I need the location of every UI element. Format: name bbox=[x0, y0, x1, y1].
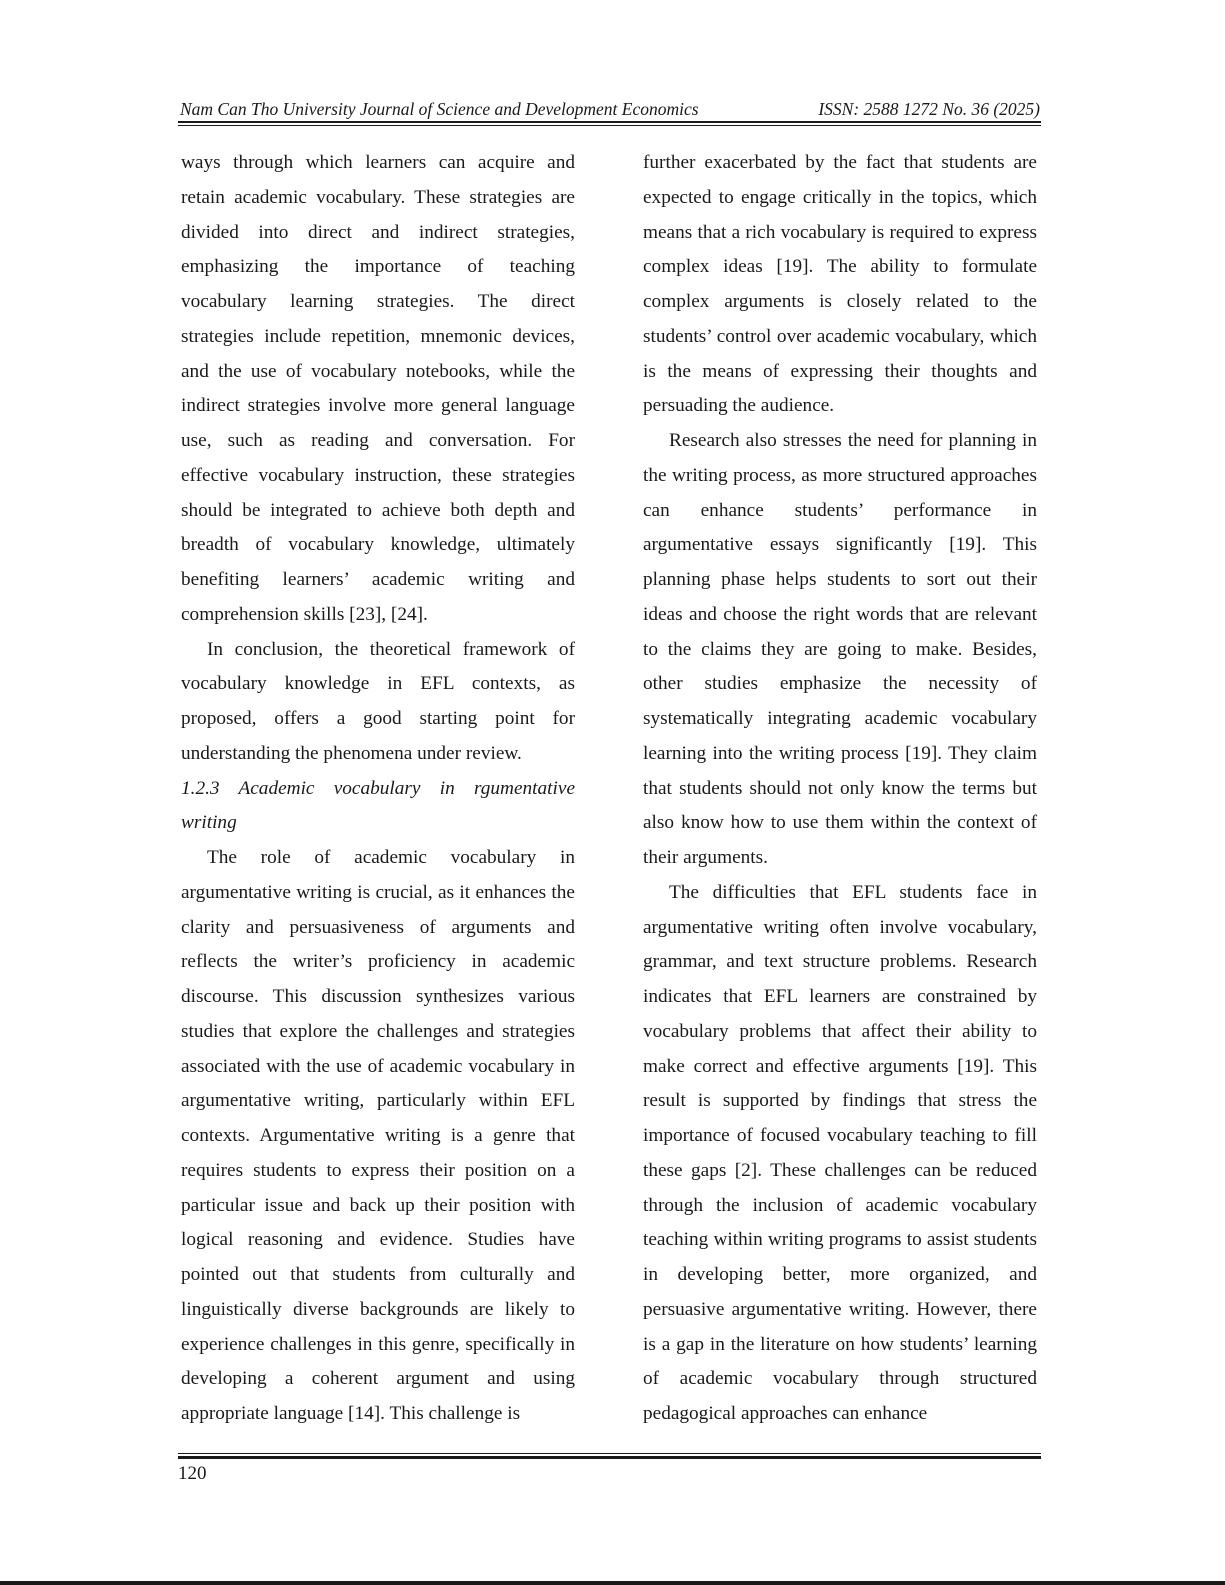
paragraph: In conclusion, the theoretical framework of vocabulary knowledge in EFL contexts, as proposed, offers a good starting point for understanding the phenomena under review. bbox=[181, 638, 575, 764]
running-header bbox=[180, 98, 1040, 122]
paragraph: Research also stresses the need for planning in the writing process, as more structured approaches can enhance students’ performance in argumentative essays significantly [19]. This planning phase helps students to sort out their ideas and choose the right words that are relevant to the claims they are going to make. Besides, other studies emphasize the necessity of systematically integrating academic vocabulary learning into the writing process [19]. They claim that students should not only know the terms but also know how to use them within the context of their arguments. bbox=[643, 430, 1037, 868]
header-rule-thick bbox=[178, 121, 1041, 123]
issn-issue: ISSN: 2588 1272 No. 36 (2025) bbox=[818, 99, 1040, 119]
paragraph: further exacerbated by the fact that students are expected to engage critically in the topics, which means that a rich vocabulary is required to express complex ideas [19]. The ability to formulate complex arguments is closely related to the students’ control over academic vocabulary, which is the means of expressing their thoughts and persuading the audience. bbox=[643, 152, 1037, 417]
section-subheading: 1.2.3 Academic vocabulary in rgumentative writing bbox=[181, 777, 575, 834]
right-column bbox=[643, 146, 1037, 1432]
page-number: 120 bbox=[178, 1463, 207, 1484]
paragraph: The role of academic vocabulary in argumentative writing is crucial, as it enhances the clarity and persuasiveness of arguments and reflects the writer’s proficiency in academic discourse. This discussion synthesizes various studies that explore the challenges and strategies associated with the use of academic vocabulary in argumentative writing, particularly within EFL contexts. Argumentative writing is a genre that requires students to express their position on a particular issue and back up their position with logical reasoning and evidence. Studies have pointed out that students from culturally and linguistically diverse backgrounds are likely to experience challenges in this genre, specifically in developing a coherent argument and using appropriate language [14]. This challenge is bbox=[181, 847, 575, 1424]
paragraph: ways through which learners can acquire and retain academic vocabulary. These strategies are divided into direct and indirect strategies, emphasizing the importance of teaching vocabulary learning strategies. The direct strategies include repetition, mnemonic devices, and the use of vocabulary notebooks, while the indirect strategies involve more general language use, such as reading and conversation. For effective vocabulary instruction, these strategies should be integrated to achieve both depth and breadth of vocabulary knowledge, ultimately benefiting learners’ academic writing and comprehension skills [23], [24]. bbox=[181, 152, 575, 625]
left-column bbox=[181, 146, 575, 1432]
footer-rule-thick bbox=[178, 1456, 1041, 1459]
footer-rule-thin bbox=[178, 1453, 1041, 1454]
header-rule-thin bbox=[178, 125, 1041, 126]
journal-title: Nam Can Tho University Journal of Science and Development Economics bbox=[180, 99, 699, 119]
paragraph: The difficulties that EFL students face in argumentative writing often involve vocabulary, grammar, and text structure problems. Research indicates that EFL learners are constrained by vocabulary problems that affect their ability to make correct and effective arguments [19]. This result is supported by findings that stress the importance of focused vocabulary teaching to fill these gaps [2]. These challenges can be reduced through the inclusion of academic vocabulary teaching within writing programs to assist students in developing better, more organized, and persuasive argumentative writing. However, there is a gap in the literature on how students’ learning of academic vocabulary through structured pedagogical approaches can enhance bbox=[643, 881, 1037, 1424]
page-edge-line bbox=[0, 1581, 1225, 1585]
